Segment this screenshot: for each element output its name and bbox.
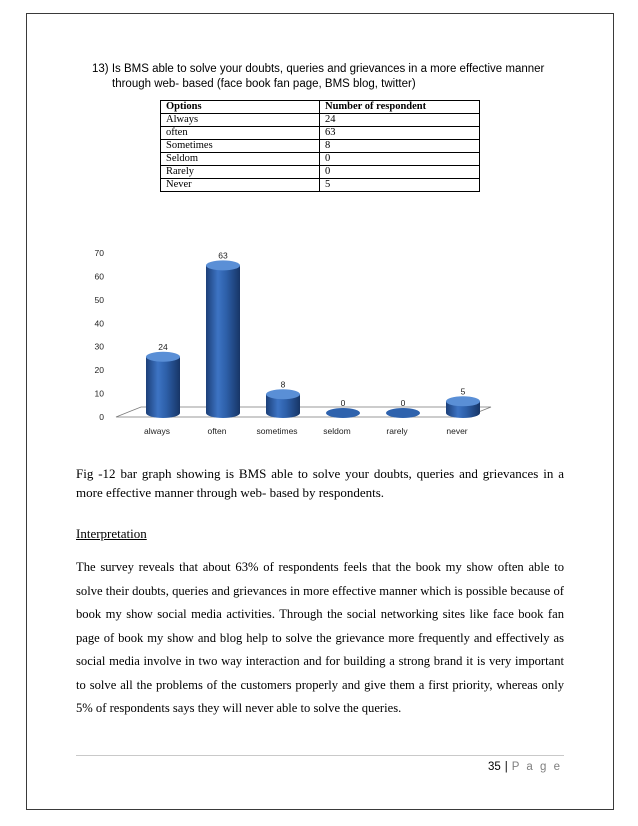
table-header-row — [161, 101, 480, 114]
options-table — [160, 100, 480, 192]
table-row — [161, 179, 480, 192]
bar-top — [146, 352, 180, 362]
bar-top — [266, 389, 300, 399]
x-tick-label: never — [446, 426, 468, 436]
table-row — [161, 153, 480, 166]
table-cell-option: often — [161, 127, 320, 140]
table-cell-option: Never — [161, 179, 320, 192]
table-row — [161, 127, 480, 140]
bar — [326, 408, 360, 418]
question-line-2: through web- based (face book fan page, BMS blog, twitter) — [112, 78, 416, 90]
table-header-options: Options — [161, 101, 320, 114]
x-tick-label: seldom — [323, 426, 351, 436]
table-cell-count: 5 — [320, 179, 480, 192]
table-cell-count: 24 — [320, 114, 480, 127]
figure-caption: Fig -12 bar graph showing is BMS able to solve your doubts, queries and grievances in a more effective manner through web- based by respondents. — [76, 466, 564, 500]
bar-chart — [78, 240, 558, 445]
y-tick-label: 10 — [94, 388, 104, 399]
y-tick-label: 20 — [94, 365, 104, 376]
question-text — [92, 62, 572, 92]
y-tick-label: 40 — [94, 318, 104, 329]
table-cell-count: 0 — [320, 166, 480, 179]
x-tick-label: always — [144, 426, 170, 436]
bar-top — [446, 396, 480, 406]
page-number: 35 — [487, 761, 501, 773]
table-cell-count: 8 — [320, 140, 480, 153]
y-tick-label: 30 — [94, 341, 104, 352]
table-cell-option: Rarely — [161, 166, 320, 179]
table-cell-option: Sometimes — [161, 140, 320, 153]
interpretation-body: The survey reveals that about 63% of respondents feels that the book my show often able to solve their doubts, queries and grievances in more effective manner which is possible because of book my show social media activities. Through the social networking sites like face book fan page of book my show and blog help to solve the grievance more frequently and effectively as social media involve in two way interaction and for building a strong brand it is very important to solve all the problems of the customers properly and give them a first priority, whereas only 5% of respondents says they will never able to solve the queries. — [76, 560, 564, 715]
data-label: 0 — [400, 398, 406, 408]
bar — [386, 408, 420, 418]
page-footer — [488, 761, 562, 773]
table-row — [161, 114, 480, 127]
table-row — [161, 140, 480, 153]
y-tick-label: 70 — [94, 248, 104, 258]
bar — [146, 357, 180, 418]
y-tick-label: 50 — [94, 294, 104, 305]
data-label: 63 — [218, 250, 228, 261]
interpretation-heading: Interpretation — [76, 526, 147, 541]
x-tick-label: often — [207, 426, 227, 436]
table-cell-option: Seldom — [161, 153, 320, 166]
bar-top — [206, 260, 240, 270]
data-label: 5 — [460, 386, 466, 397]
table-cell-option: Always — [161, 114, 320, 127]
table-row — [161, 166, 480, 179]
data-label: 0 — [340, 398, 346, 408]
bar — [206, 265, 240, 418]
table-cell-count: 0 — [320, 153, 480, 166]
x-tick-label: rarely — [386, 426, 408, 436]
table-header-count: Number of respondent — [320, 101, 480, 114]
data-label: 24 — [158, 341, 168, 352]
table-cell-count: 63 — [320, 127, 480, 140]
y-tick-label: 60 — [94, 271, 104, 282]
footer-separator: | — [504, 761, 508, 773]
page-label: P a g e — [511, 761, 562, 773]
footer-rule — [76, 755, 564, 756]
data-label: 8 — [280, 379, 286, 390]
question-line-1: 13) Is BMS able to solve your doubts, queries and grievances in a more effective manner — [92, 63, 545, 75]
y-tick-label: 0 — [99, 412, 104, 422]
x-tick-label: sometimes — [256, 426, 298, 436]
